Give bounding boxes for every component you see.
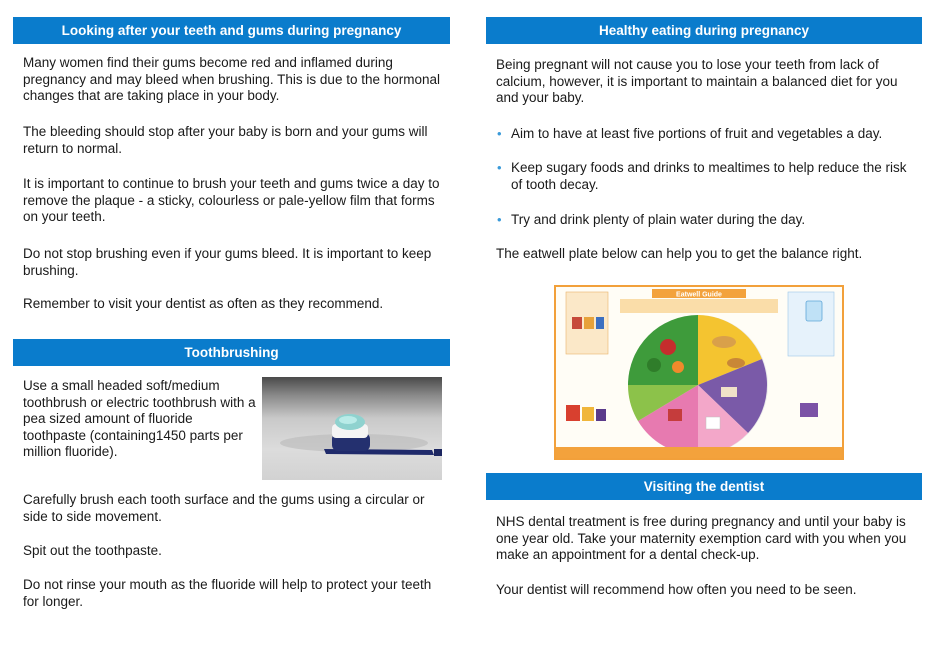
healthy-eating-outro: The eatwell plate below can help you to get the balance right. [496, 246, 863, 261]
teeth-gums-paragraph: Many women find their gums become red and inflamed during pregnancy and may bleed when brushing. This is due to the hormonal changes that are taking place in your body. [23, 55, 441, 103]
bullet-text: Keep sugary foods and drinks to mealtimes to help reduce the risk of tooth decay. [511, 160, 907, 192]
healthy-eating-heading: Healthy eating during pregnancy [486, 17, 922, 44]
eatwell-plate-graphic [556, 287, 842, 458]
toothbrush-image [262, 377, 442, 480]
bullet-icon: • [497, 160, 502, 175]
toothbrushing-paragraph: Do not rinse your mouth as the fluoride will help to protect your teeth for longer. [23, 577, 432, 609]
toothbrushing-intro: Use a small headed soft/medium toothbrush or electric toothbrush with a pea sized amount of fluoride toothpaste (containing1450 parts per million fluoride). [23, 378, 256, 459]
plate-title: Eatwell Guide [676, 291, 722, 299]
teeth-gums-paragraph: Do not stop brushing even if your gums bleed. It is important to keep brushing. [23, 246, 432, 278]
healthy-eating-bullet [486, 211, 922, 228]
healthy-eating-bullet [486, 125, 922, 142]
dentist-paragraph: NHS dental treatment is free during pregnancy and until your baby is one year old. Take your maternity exemption card with you when you make an appointment for a dental check-up. [496, 514, 907, 562]
healthy-eating-bullet [486, 159, 922, 193]
eatwell-plate-image [554, 285, 844, 460]
toothbrushing-heading: Toothbrushing [13, 339, 450, 366]
healthy-eating-intro: Being pregnant will not cause you to lose your teeth from lack of calcium, however, it is important to maintain a balanced diet for you and your baby. [496, 57, 898, 105]
bullet-text: Aim to have at least five portions of fruit and vegetables a day. [511, 126, 883, 141]
toothbrush-photo [262, 377, 442, 480]
dentist-heading: Visiting the dentist [486, 473, 922, 500]
bullet-icon: • [497, 212, 502, 227]
bullet-text: Try and drink plenty of plain water during the day. [511, 212, 806, 227]
teeth-gums-paragraph: It is important to continue to brush your teeth and gums twice a day to remove the plaque - a sticky, colourless or pale-yellow film that forms on your teeth. [23, 176, 440, 224]
teeth-gums-paragraph: The bleeding should stop after your baby is born and your gums will return to normal. [23, 124, 428, 156]
toothbrushing-paragraph: Carefully brush each tooth surface and the gums using a circular or side to side movement. [23, 492, 425, 524]
teeth-gums-paragraph: Remember to visit your dentist as often as they recommend. [23, 296, 384, 311]
teeth-gums-heading: Looking after your teeth and gums during pregnancy [13, 17, 450, 44]
dentist-paragraph: Your dentist will recommend how often you need to be seen. [496, 582, 857, 597]
toothbrushing-paragraph: Spit out the toothpaste. [23, 543, 162, 558]
bullet-icon: • [497, 126, 502, 141]
